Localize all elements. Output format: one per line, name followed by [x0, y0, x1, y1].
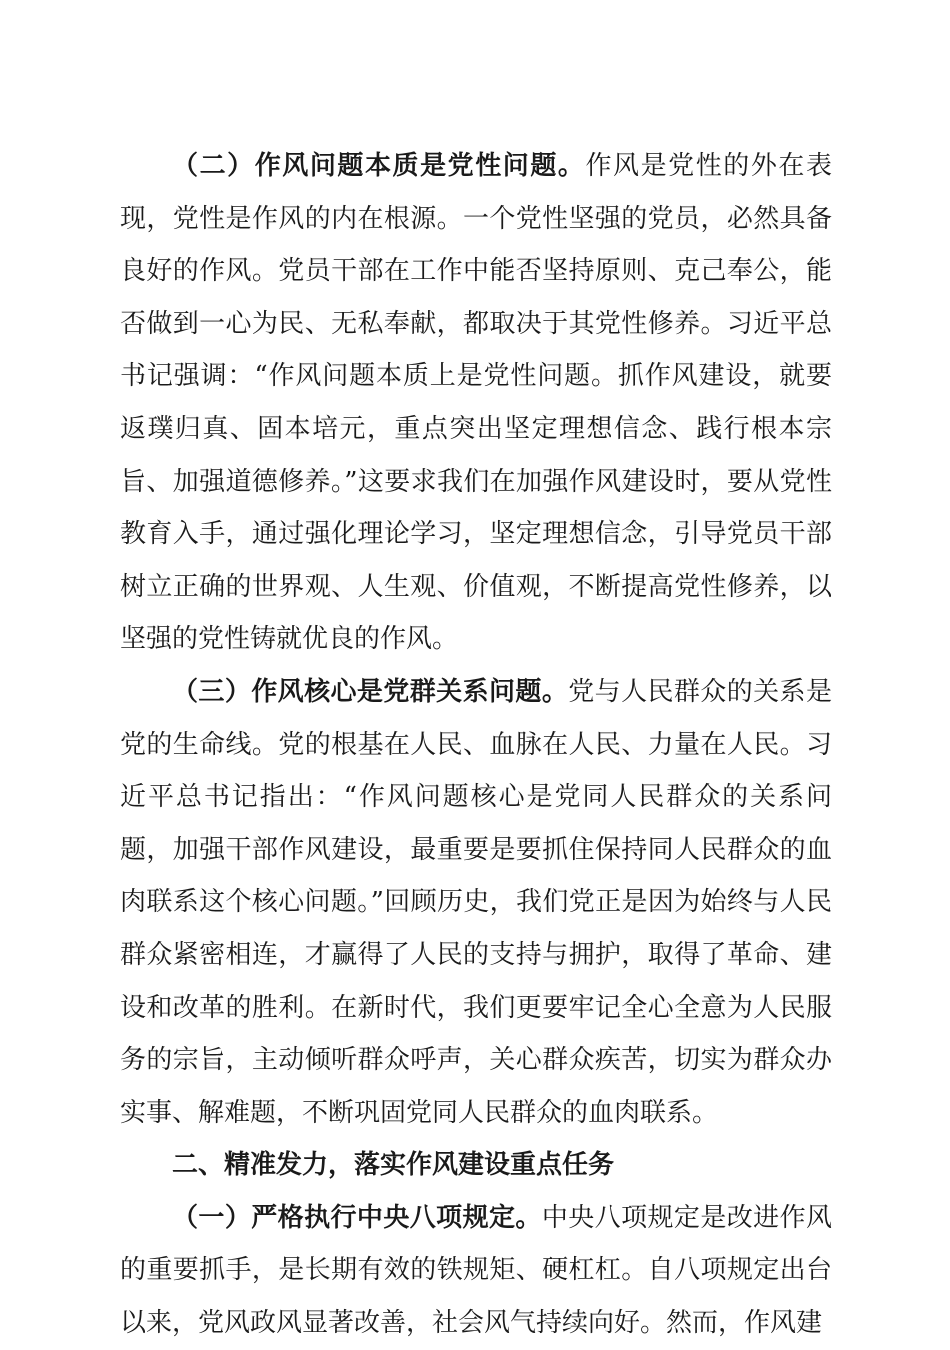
paragraph-text: 作风是党性的外在表现，党性是作风的内在根源。一个党性坚强的党员，必然具备良好的作风。党员干部在工作中能否坚持原则、克己奉公，能否做到一心为民、无私奉献，都取决于其党性修养。习近平总书记强调：“作风问题本质上是党性问题。抓作风建设，就要返璞归真、固本培元，重点突出坚定理想信念、践行根本宗旨、加强道德修养。”这要求我们在加强作风建设时，要从党性教育入手，通过强化理论学习，坚定理想信念，引导党员干部树立正确的世界观、人生观、价值观，不断提高党性修养，以坚强的党性铸就优良的作风。 [120, 151, 832, 655]
paragraph-text: 党与人民群众的关系是党的生命线。党的根基在人民、血脉在人民、力量在人民。习近平总书记指出：“作风问题核心是党同人民群众的关系问题，加强干部作风建设，最重要是要抓住保持同人民群众的血肉联系这个核心问题。”回顾历史，我们党正是因为始终与人民群众紧密相连，才赢得了人民的支持与拥护，取得了革命、建设和改革的胜利。在新时代，我们更要牢记全心全意为人民服务的宗旨，主动倾听群众呼声，关心群众疾苦，切实为群众办实事、解难题，不断巩固党同人民群众的血肉联系。 [120, 676, 832, 1128]
section-heading: 二、精准发力，落实作风建设重点任务 [172, 1150, 615, 1181]
paragraph-eight-rules [120, 1192, 832, 1350]
paragraph-text: 中央八项规定是改进作风的重要抓手，是长期有效的铁规矩、硬杠杠。自八项规定出台以来，党风政风显著改善，社会风气持续向好。然而，作风建 [120, 1202, 832, 1339]
paragraph-lead: （一）严格执行中央八项规定。 [172, 1202, 542, 1233]
paragraph-lead: （三）作风核心是党群关系问题。 [172, 676, 569, 707]
paragraph-party-masses [120, 666, 832, 1139]
document-body [120, 140, 832, 1350]
paragraph-party-spirit [120, 140, 832, 666]
paragraph-lead: （二）作风问题本质是党性问题。 [172, 151, 586, 181]
